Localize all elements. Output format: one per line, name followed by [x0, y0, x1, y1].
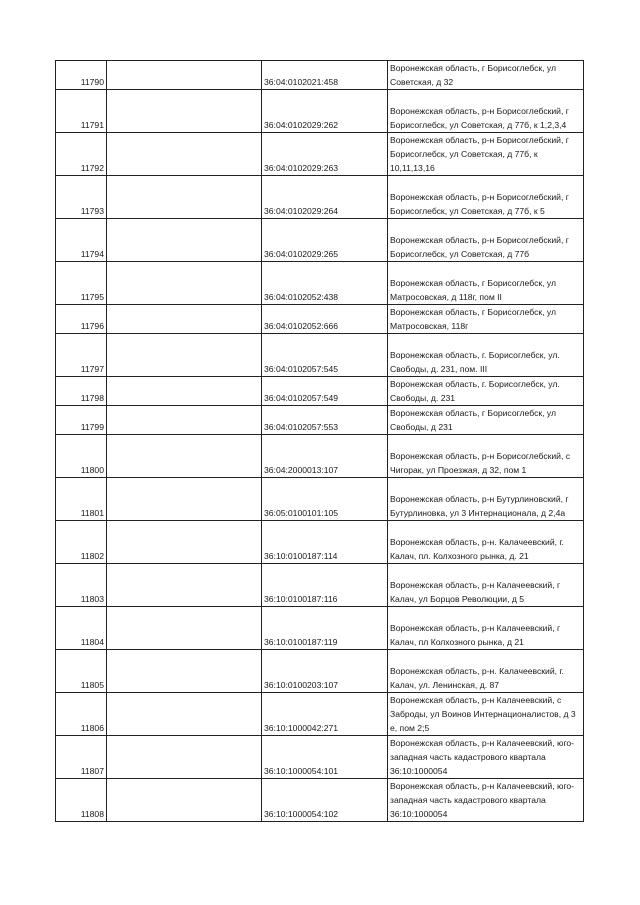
address: Воронежская область, р-н Калачеевский, г Калач, пл Колхозного рынка, д 21 [388, 607, 584, 650]
empty-cell [107, 377, 262, 406]
table-row [56, 305, 584, 334]
cadastral-number: 36:10:1000042:271 [262, 693, 388, 736]
cadastral-number: 36:10:0100203:107 [262, 650, 388, 693]
table-row [56, 176, 584, 219]
address: Воронежская область, р-н Калачеевский, г Калач, ул Борцов Революции, д 5 [388, 564, 584, 607]
empty-cell [107, 478, 262, 521]
cadastral-number: 36:04:0102057:545 [262, 334, 388, 377]
address: Воронежская область, р-н Бутурлиновский, г Бутурлиновка, ул 3 Интернационала, д 2,4а [388, 478, 584, 521]
table-row [56, 435, 584, 478]
empty-cell [107, 650, 262, 693]
empty-cell [107, 435, 262, 478]
cadastral-number: 36:04:0102052:438 [262, 262, 388, 305]
cadastral-number: 36:04:0102057:549 [262, 377, 388, 406]
empty-cell [107, 607, 262, 650]
cadastral-number: 36:04:0102057:553 [262, 406, 388, 435]
address: Воронежская область, г. Борисоглебск, ул. Свободы, д. 231 [388, 377, 584, 406]
registry-table-body [56, 61, 584, 822]
cadastral-number: 36:04:0102021:458 [262, 61, 388, 90]
address: Воронежская область, р-н Калачеевский, юго-западная часть кадастрового квартала 36:10:1000054 [388, 736, 584, 779]
empty-cell [107, 133, 262, 176]
address: Воронежская область, г Борисоглебск, ул Матросовская, д 118г, пом II [388, 262, 584, 305]
row-number: 11796 [56, 305, 107, 334]
address: Воронежская область, р-н Борисоглебский, г Борисоглебск, ул Советская, д 77б, к 5 [388, 176, 584, 219]
cadastral-number: 36:05:0100101:105 [262, 478, 388, 521]
row-number: 11792 [56, 133, 107, 176]
row-number: 11793 [56, 176, 107, 219]
empty-cell [107, 564, 262, 607]
table-row [56, 650, 584, 693]
empty-cell [107, 779, 262, 822]
table-row [56, 219, 584, 262]
row-number: 11804 [56, 607, 107, 650]
empty-cell [107, 406, 262, 435]
table-row [56, 736, 584, 779]
table-row [56, 779, 584, 822]
row-number: 11803 [56, 564, 107, 607]
cadastral-number: 36:04:0102029:264 [262, 176, 388, 219]
row-number: 11807 [56, 736, 107, 779]
empty-cell [107, 219, 262, 262]
address: Воронежская область, р-н. Калачеевский, г. Калач, пл. Колхозного рынка, д. 21 [388, 521, 584, 564]
table-row [56, 478, 584, 521]
row-number: 11800 [56, 435, 107, 478]
address: Воронежская область, г Борисоглебск, ул Матросовская, 118г [388, 305, 584, 334]
table-row [56, 133, 584, 176]
row-number: 11797 [56, 334, 107, 377]
address: Воронежская область, г Борисоглебск, ул Свободы, д 231 [388, 406, 584, 435]
empty-cell [107, 176, 262, 219]
empty-cell [107, 736, 262, 779]
table-row [56, 90, 584, 133]
cadastral-number: 36:10:1000054:102 [262, 779, 388, 822]
empty-cell [107, 305, 262, 334]
address: Воронежская область, р-н Борисоглебский, с Чигорак, ул Проезжая, д 32, пом 1 [388, 435, 584, 478]
cadastral-number: 36:04:0102052:666 [262, 305, 388, 334]
row-number: 11801 [56, 478, 107, 521]
cadastral-number: 36:04:0102029:262 [262, 90, 388, 133]
empty-cell [107, 334, 262, 377]
table-row [56, 521, 584, 564]
table-row [56, 334, 584, 377]
cadastral-number: 36:10:0100187:119 [262, 607, 388, 650]
address: Воронежская область, р-н Борисоглебский, г Борисоглебск, ул Советская, д 77б [388, 219, 584, 262]
empty-cell [107, 693, 262, 736]
cadastral-number: 36:10:0100187:116 [262, 564, 388, 607]
empty-cell [107, 61, 262, 90]
address: Воронежская область, р-н. Калачеевский, г. Калач, ул. Ленинская, д. 87 [388, 650, 584, 693]
registry-table [55, 60, 584, 822]
row-number: 11790 [56, 61, 107, 90]
address: Воронежская область, р-н Борисоглебский, г Борисоглебск, ул Советская, д 77б, к 10,11,13,16 [388, 133, 584, 176]
row-number: 11805 [56, 650, 107, 693]
cadastral-number: 36:10:1000054:101 [262, 736, 388, 779]
row-number: 11799 [56, 406, 107, 435]
row-number: 11791 [56, 90, 107, 133]
row-number: 11794 [56, 219, 107, 262]
cadastral-number: 36:04:0102029:265 [262, 219, 388, 262]
table-row [56, 406, 584, 435]
address: Воронежская область, р-н Калачеевский, с Заброды, ул Воинов Интернационалистов, д 3 е, пом 2;5 [388, 693, 584, 736]
row-number: 11798 [56, 377, 107, 406]
table-row [56, 262, 584, 305]
address: Воронежская область, р-н Борисоглебский, г Борисоглебск, ул Советская, д 77б, к 1,2,3,4 [388, 90, 584, 133]
table-row [56, 377, 584, 406]
table-row [56, 607, 584, 650]
cadastral-number: 36:04:2000013:107 [262, 435, 388, 478]
table-row [56, 693, 584, 736]
row-number: 11806 [56, 693, 107, 736]
table-row [56, 61, 584, 90]
cadastral-number: 36:04:0102029:263 [262, 133, 388, 176]
empty-cell [107, 262, 262, 305]
row-number: 11802 [56, 521, 107, 564]
address: Воронежская область, г Борисоглебск, ул Советская, д 32 [388, 61, 584, 90]
cadastral-number: 36:10:0100187:114 [262, 521, 388, 564]
address: Воронежская область, р-н Калачеевский, юго-западная часть кадастрового квартала 36:10:1000054 [388, 779, 584, 822]
row-number: 11795 [56, 262, 107, 305]
row-number: 11808 [56, 779, 107, 822]
address: Воронежская область, г. Борисоглебск, ул. Свободы, д. 231, пом. III [388, 334, 584, 377]
empty-cell [107, 90, 262, 133]
empty-cell [107, 521, 262, 564]
table-row [56, 564, 584, 607]
